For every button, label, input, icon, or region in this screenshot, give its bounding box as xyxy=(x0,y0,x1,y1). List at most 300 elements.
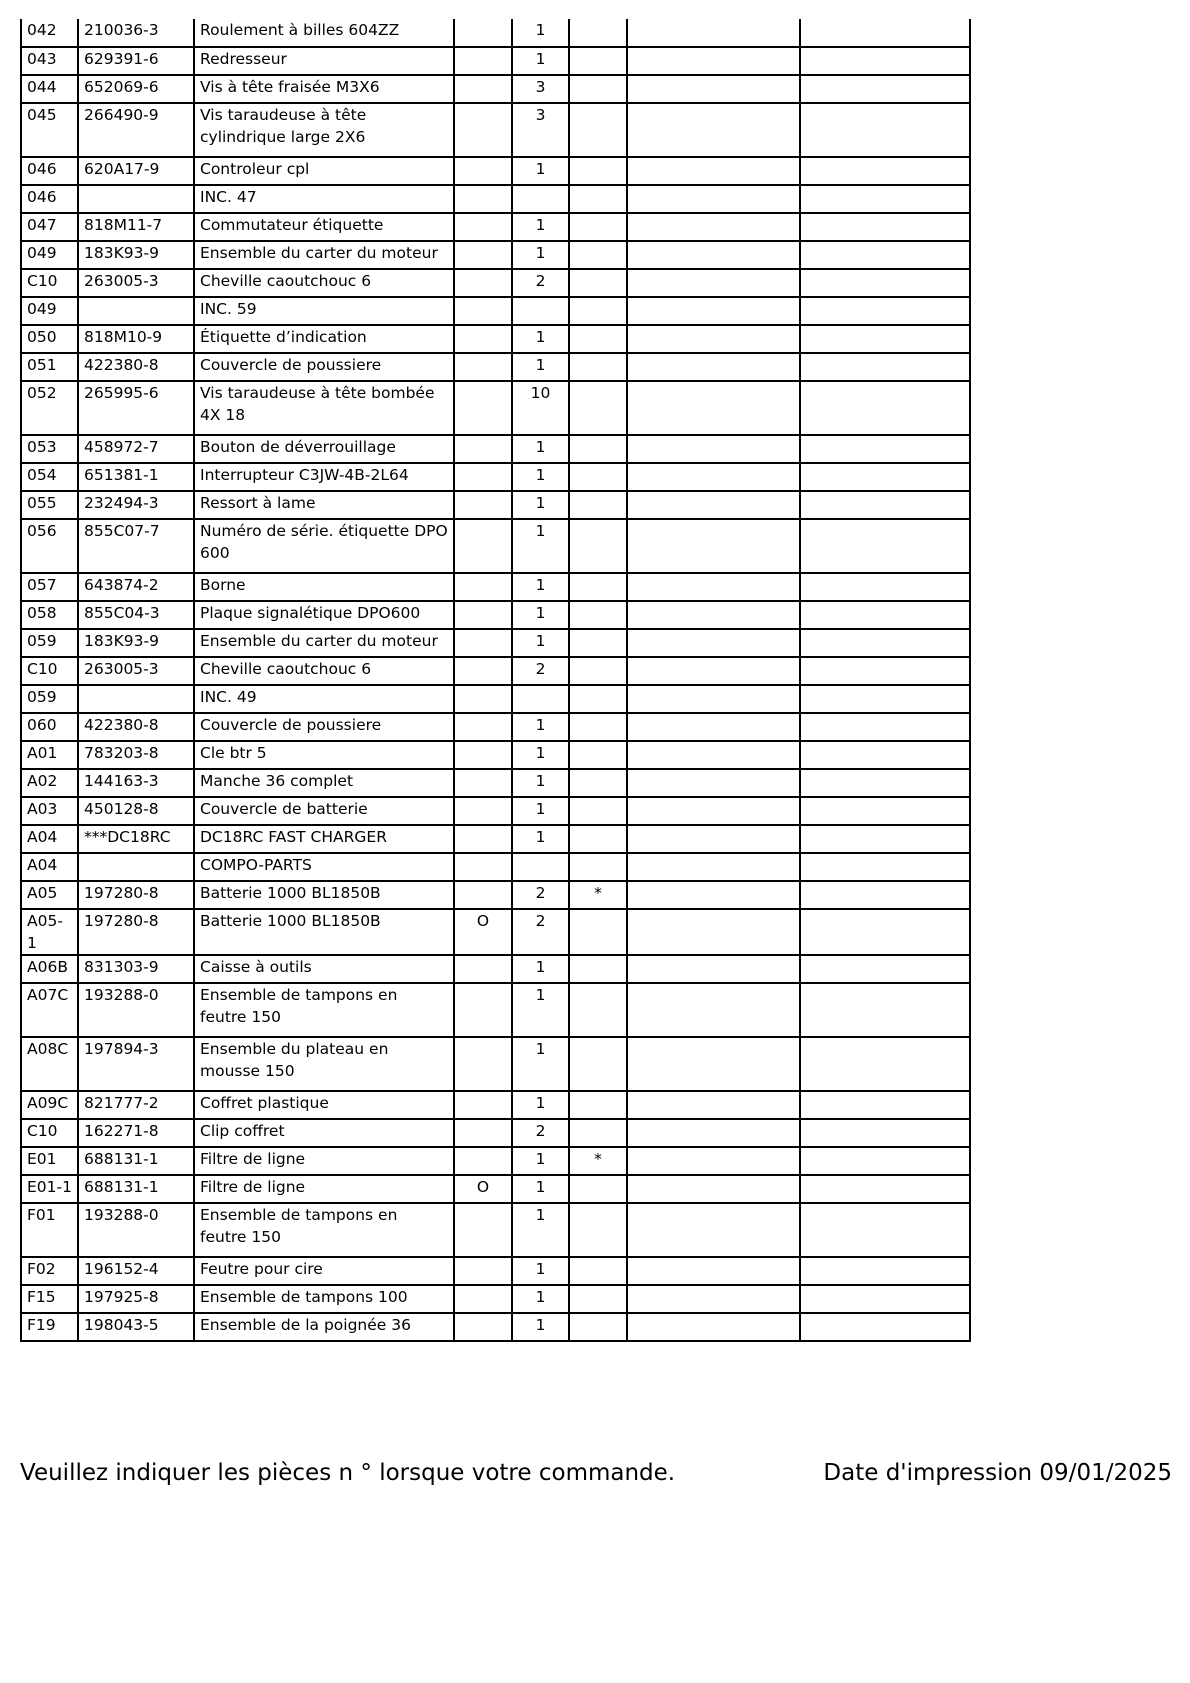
empty-cell xyxy=(800,881,970,909)
table-row xyxy=(21,325,970,353)
quantity-cell: 1 xyxy=(512,157,569,185)
empty-cell xyxy=(627,853,800,881)
ref-cell: 051 xyxy=(21,353,78,381)
table-row xyxy=(21,573,970,601)
table-row xyxy=(21,491,970,519)
description-cell: Bouton de déverrouillage xyxy=(194,435,454,463)
note-cell xyxy=(569,1203,627,1257)
note-cell xyxy=(569,353,627,381)
part-number-cell: 198043-5 xyxy=(78,1313,194,1341)
empty-cell xyxy=(627,881,800,909)
table-row xyxy=(21,185,970,213)
note-cell xyxy=(569,573,627,601)
empty-cell xyxy=(627,1119,800,1147)
option-cell xyxy=(454,1203,512,1257)
note-cell xyxy=(569,185,627,213)
part-number-cell: 818M11-7 xyxy=(78,213,194,241)
quantity-cell: 1 xyxy=(512,629,569,657)
description-cell: Batterie 1000 BL1850B xyxy=(194,909,454,955)
table-row xyxy=(21,909,970,955)
note-cell xyxy=(569,463,627,491)
empty-cell xyxy=(627,601,800,629)
description-cell: Controleur cpl xyxy=(194,157,454,185)
note-cell xyxy=(569,269,627,297)
ref-cell: A02 xyxy=(21,769,78,797)
description-cell: Clip coffret xyxy=(194,1119,454,1147)
part-number-cell: 643874-2 xyxy=(78,573,194,601)
part-number-cell: 162271-8 xyxy=(78,1119,194,1147)
part-number-cell: 818M10-9 xyxy=(78,325,194,353)
description-cell: Filtre de ligne xyxy=(194,1147,454,1175)
quantity-cell: 1 xyxy=(512,573,569,601)
quantity-cell: 1 xyxy=(512,353,569,381)
option-cell xyxy=(454,1037,512,1091)
empty-cell xyxy=(800,1285,970,1313)
description-cell: Feutre pour cire xyxy=(194,1257,454,1285)
part-number-cell: ***DC18RC xyxy=(78,825,194,853)
description-cell: Filtre de ligne xyxy=(194,1175,454,1203)
note-cell xyxy=(569,381,627,435)
note-cell xyxy=(569,601,627,629)
print-date: Date d'impression 09/01/2025 xyxy=(823,1460,1172,1486)
part-number-cell: 688131-1 xyxy=(78,1175,194,1203)
table-row xyxy=(21,75,970,103)
empty-cell xyxy=(800,353,970,381)
ref-cell: 055 xyxy=(21,491,78,519)
option-cell xyxy=(454,19,512,47)
empty-cell xyxy=(800,983,970,1037)
part-number-cell xyxy=(78,853,194,881)
ref-cell: A04 xyxy=(21,853,78,881)
note-cell xyxy=(569,1257,627,1285)
quantity-cell: 1 xyxy=(512,1147,569,1175)
option-cell xyxy=(454,1091,512,1119)
note-cell: * xyxy=(569,1147,627,1175)
empty-cell xyxy=(627,519,800,573)
ref-cell: A06B xyxy=(21,955,78,983)
part-number-cell: 263005-3 xyxy=(78,657,194,685)
empty-cell xyxy=(800,185,970,213)
quantity-cell: 2 xyxy=(512,1119,569,1147)
empty-cell xyxy=(800,297,970,325)
note-cell xyxy=(569,1313,627,1341)
quantity-cell: 3 xyxy=(512,103,569,157)
table-row xyxy=(21,1203,970,1257)
empty-cell xyxy=(800,1147,970,1175)
part-number-cell: 651381-1 xyxy=(78,463,194,491)
table-row xyxy=(21,1037,970,1091)
quantity-cell: 1 xyxy=(512,19,569,47)
empty-cell xyxy=(627,157,800,185)
part-number-cell: 688131-1 xyxy=(78,1147,194,1175)
empty-cell xyxy=(800,75,970,103)
table-row xyxy=(21,769,970,797)
part-number-cell: 629391-6 xyxy=(78,47,194,75)
ref-cell: C10 xyxy=(21,269,78,297)
quantity-cell: 2 xyxy=(512,269,569,297)
table-row xyxy=(21,213,970,241)
empty-cell xyxy=(800,713,970,741)
parts-table xyxy=(20,19,971,1342)
table-row xyxy=(21,955,970,983)
part-number-cell: 458972-7 xyxy=(78,435,194,463)
description-cell: Couvercle de batterie xyxy=(194,797,454,825)
ref-cell: 054 xyxy=(21,463,78,491)
quantity-cell: 1 xyxy=(512,325,569,353)
empty-cell xyxy=(627,269,800,297)
empty-cell xyxy=(800,853,970,881)
quantity-cell: 1 xyxy=(512,797,569,825)
option-cell xyxy=(454,463,512,491)
note-cell xyxy=(569,769,627,797)
empty-cell xyxy=(627,491,800,519)
quantity-cell: 1 xyxy=(512,601,569,629)
description-cell: Coffret plastique xyxy=(194,1091,454,1119)
empty-cell xyxy=(627,909,800,955)
option-cell xyxy=(454,519,512,573)
option-cell xyxy=(454,75,512,103)
description-cell: Numéro de série. étiquette DPO 600 xyxy=(194,519,454,573)
empty-cell xyxy=(800,325,970,353)
quantity-cell: 1 xyxy=(512,47,569,75)
description-cell: Borne xyxy=(194,573,454,601)
note-cell xyxy=(569,797,627,825)
option-cell xyxy=(454,353,512,381)
description-cell: Ensemble du plateau en mousse 150 xyxy=(194,1037,454,1091)
description-cell: Couvercle de poussiere xyxy=(194,713,454,741)
table-row xyxy=(21,797,970,825)
ref-cell: 058 xyxy=(21,601,78,629)
note-cell xyxy=(569,435,627,463)
note-cell xyxy=(569,519,627,573)
option-cell xyxy=(454,1147,512,1175)
description-cell: Ensemble de tampons en feutre 150 xyxy=(194,983,454,1037)
description-cell: Batterie 1000 BL1850B xyxy=(194,881,454,909)
description-cell: Ensemble de la poignée 36 xyxy=(194,1313,454,1341)
description-cell: Roulement à billes 604ZZ xyxy=(194,19,454,47)
empty-cell xyxy=(800,769,970,797)
ref-cell: 045 xyxy=(21,103,78,157)
note-cell xyxy=(569,297,627,325)
description-cell: Étiquette d’indication xyxy=(194,325,454,353)
part-number-cell: 144163-3 xyxy=(78,769,194,797)
empty-cell xyxy=(800,491,970,519)
note-cell xyxy=(569,1119,627,1147)
empty-cell xyxy=(800,381,970,435)
ref-cell: 049 xyxy=(21,241,78,269)
table-row xyxy=(21,269,970,297)
empty-cell xyxy=(627,955,800,983)
part-number-cell: 197280-8 xyxy=(78,909,194,955)
quantity-cell: 1 xyxy=(512,241,569,269)
empty-cell xyxy=(627,769,800,797)
table-row xyxy=(21,1175,970,1203)
empty-cell xyxy=(800,797,970,825)
empty-cell xyxy=(627,19,800,47)
ref-cell: 059 xyxy=(21,685,78,713)
quantity-cell: 1 xyxy=(512,983,569,1037)
description-cell: Plaque signalétique DPO600 xyxy=(194,601,454,629)
note-cell xyxy=(569,103,627,157)
part-number-cell: 183K93-9 xyxy=(78,629,194,657)
empty-cell xyxy=(627,797,800,825)
empty-cell xyxy=(800,213,970,241)
empty-cell xyxy=(627,1147,800,1175)
empty-cell xyxy=(627,685,800,713)
empty-cell xyxy=(627,47,800,75)
ref-cell: F01 xyxy=(21,1203,78,1257)
table-row xyxy=(21,463,970,491)
table-row xyxy=(21,241,970,269)
table-row xyxy=(21,19,970,47)
part-number-cell: 821777-2 xyxy=(78,1091,194,1119)
option-cell xyxy=(454,629,512,657)
empty-cell xyxy=(627,353,800,381)
empty-cell xyxy=(627,75,800,103)
description-cell: Interrupteur C3JW-4B-2L64 xyxy=(194,463,454,491)
empty-cell xyxy=(800,601,970,629)
empty-cell xyxy=(627,713,800,741)
table-row xyxy=(21,103,970,157)
ref-cell: A05-1 xyxy=(21,909,78,955)
description-cell: DC18RC FAST CHARGER xyxy=(194,825,454,853)
option-cell xyxy=(454,491,512,519)
table-row xyxy=(21,1147,970,1175)
note-cell xyxy=(569,853,627,881)
table-row xyxy=(21,1285,970,1313)
quantity-cell xyxy=(512,853,569,881)
note-cell xyxy=(569,491,627,519)
quantity-cell: 1 xyxy=(512,491,569,519)
quantity-cell: 1 xyxy=(512,213,569,241)
quantity-cell xyxy=(512,185,569,213)
part-number-cell: 620A17-9 xyxy=(78,157,194,185)
quantity-cell: 2 xyxy=(512,881,569,909)
note-cell xyxy=(569,955,627,983)
option-cell xyxy=(454,103,512,157)
note-cell xyxy=(569,1091,627,1119)
parts-table-body xyxy=(21,19,970,1341)
part-number-cell: 831303-9 xyxy=(78,955,194,983)
ref-cell: E01-1 xyxy=(21,1175,78,1203)
part-number-cell: 422380-8 xyxy=(78,713,194,741)
part-number-cell: 422380-8 xyxy=(78,353,194,381)
option-cell xyxy=(454,213,512,241)
ref-cell: F15 xyxy=(21,1285,78,1313)
part-number-cell: 263005-3 xyxy=(78,269,194,297)
empty-cell xyxy=(800,685,970,713)
option-cell xyxy=(454,955,512,983)
note-cell xyxy=(569,825,627,853)
description-cell: Vis taraudeuse à tête bombée 4X 18 xyxy=(194,381,454,435)
description-cell: Ensemble du carter du moteur xyxy=(194,629,454,657)
part-number-cell: 783203-8 xyxy=(78,741,194,769)
description-cell: Cheville caoutchouc 6 xyxy=(194,657,454,685)
quantity-cell xyxy=(512,297,569,325)
table-row xyxy=(21,629,970,657)
ref-cell: F02 xyxy=(21,1257,78,1285)
table-row xyxy=(21,157,970,185)
note-cell xyxy=(569,213,627,241)
table-row xyxy=(21,881,970,909)
part-number-cell: 855C07-7 xyxy=(78,519,194,573)
note-cell xyxy=(569,75,627,103)
description-cell: Ensemble de tampons 100 xyxy=(194,1285,454,1313)
ref-cell: 049 xyxy=(21,297,78,325)
table-row xyxy=(21,1313,970,1341)
ref-cell: 046 xyxy=(21,185,78,213)
note-cell xyxy=(569,657,627,685)
option-cell xyxy=(454,1285,512,1313)
option-cell xyxy=(454,185,512,213)
empty-cell xyxy=(800,1313,970,1341)
quantity-cell: 1 xyxy=(512,1257,569,1285)
quantity-cell: 10 xyxy=(512,381,569,435)
part-number-cell: 196152-4 xyxy=(78,1257,194,1285)
note-cell xyxy=(569,741,627,769)
description-cell: Vis à tête fraisée M3X6 xyxy=(194,75,454,103)
ref-cell: C10 xyxy=(21,1119,78,1147)
empty-cell xyxy=(800,741,970,769)
table-row xyxy=(21,1091,970,1119)
part-number-cell: 197925-8 xyxy=(78,1285,194,1313)
empty-cell xyxy=(800,157,970,185)
description-cell: Redresseur xyxy=(194,47,454,75)
quantity-cell: 1 xyxy=(512,1313,569,1341)
ref-cell: 060 xyxy=(21,713,78,741)
part-number-cell xyxy=(78,685,194,713)
note-cell xyxy=(569,325,627,353)
empty-cell xyxy=(800,629,970,657)
quantity-cell: 3 xyxy=(512,75,569,103)
part-number-cell: 266490-9 xyxy=(78,103,194,157)
ref-cell: C10 xyxy=(21,657,78,685)
ref-cell: E01 xyxy=(21,1147,78,1175)
option-cell xyxy=(454,1313,512,1341)
table-row xyxy=(21,713,970,741)
part-number-cell xyxy=(78,297,194,325)
part-number-cell xyxy=(78,185,194,213)
description-cell: INC. 49 xyxy=(194,685,454,713)
empty-cell xyxy=(627,325,800,353)
description-cell: Couvercle de poussiere xyxy=(194,353,454,381)
description-cell: Cle btr 5 xyxy=(194,741,454,769)
description-cell: INC. 59 xyxy=(194,297,454,325)
ref-cell: 046 xyxy=(21,157,78,185)
part-number-cell: 183K93-9 xyxy=(78,241,194,269)
ref-cell: 043 xyxy=(21,47,78,75)
table-row xyxy=(21,741,970,769)
quantity-cell: 1 xyxy=(512,741,569,769)
note-cell: * xyxy=(569,881,627,909)
part-number-cell: 210036-3 xyxy=(78,19,194,47)
option-cell xyxy=(454,157,512,185)
empty-cell xyxy=(627,1203,800,1257)
empty-cell xyxy=(627,983,800,1037)
option-cell xyxy=(454,297,512,325)
option-cell xyxy=(454,797,512,825)
note-cell xyxy=(569,909,627,955)
empty-cell xyxy=(800,241,970,269)
empty-cell xyxy=(627,1257,800,1285)
part-number-cell: 193288-0 xyxy=(78,1203,194,1257)
option-cell xyxy=(454,47,512,75)
part-number-cell: 855C04-3 xyxy=(78,601,194,629)
quantity-cell: 1 xyxy=(512,519,569,573)
ref-cell: 059 xyxy=(21,629,78,657)
description-cell: INC. 47 xyxy=(194,185,454,213)
empty-cell xyxy=(800,573,970,601)
empty-cell xyxy=(800,1119,970,1147)
option-cell: O xyxy=(454,909,512,955)
option-cell xyxy=(454,657,512,685)
quantity-cell: 1 xyxy=(512,1091,569,1119)
empty-cell xyxy=(800,463,970,491)
description-cell: Ensemble de tampons en feutre 150 xyxy=(194,1203,454,1257)
empty-cell xyxy=(627,741,800,769)
empty-cell xyxy=(800,19,970,47)
ref-cell: A08C xyxy=(21,1037,78,1091)
table-row xyxy=(21,825,970,853)
ref-cell: 056 xyxy=(21,519,78,573)
option-cell xyxy=(454,825,512,853)
table-row xyxy=(21,435,970,463)
table-row xyxy=(21,47,970,75)
empty-cell xyxy=(627,297,800,325)
note-cell xyxy=(569,1175,627,1203)
note-cell xyxy=(569,629,627,657)
quantity-cell: 1 xyxy=(512,1285,569,1313)
note-cell xyxy=(569,685,627,713)
option-cell xyxy=(454,573,512,601)
empty-cell xyxy=(627,1313,800,1341)
option-cell xyxy=(454,769,512,797)
note-cell xyxy=(569,983,627,1037)
empty-cell xyxy=(627,657,800,685)
option-cell xyxy=(454,381,512,435)
table-row xyxy=(21,297,970,325)
ref-cell: 057 xyxy=(21,573,78,601)
option-cell: O xyxy=(454,1175,512,1203)
description-cell: Cheville caoutchouc 6 xyxy=(194,269,454,297)
description-cell: Manche 36 complet xyxy=(194,769,454,797)
option-cell xyxy=(454,435,512,463)
empty-cell xyxy=(627,213,800,241)
empty-cell xyxy=(800,825,970,853)
empty-cell xyxy=(800,1091,970,1119)
option-cell xyxy=(454,853,512,881)
part-number-cell: 652069-6 xyxy=(78,75,194,103)
empty-cell xyxy=(800,657,970,685)
ref-cell: A04 xyxy=(21,825,78,853)
empty-cell xyxy=(800,103,970,157)
empty-cell xyxy=(627,381,800,435)
table-row xyxy=(21,853,970,881)
empty-cell xyxy=(627,1285,800,1313)
empty-cell xyxy=(627,463,800,491)
quantity-cell: 1 xyxy=(512,1037,569,1091)
empty-cell xyxy=(800,435,970,463)
part-number-cell: 193288-0 xyxy=(78,983,194,1037)
empty-cell xyxy=(800,1037,970,1091)
empty-cell xyxy=(627,185,800,213)
description-cell: Ensemble du carter du moteur xyxy=(194,241,454,269)
note-cell xyxy=(569,713,627,741)
empty-cell xyxy=(627,435,800,463)
option-cell xyxy=(454,269,512,297)
option-cell xyxy=(454,1119,512,1147)
quantity-cell: 2 xyxy=(512,909,569,955)
